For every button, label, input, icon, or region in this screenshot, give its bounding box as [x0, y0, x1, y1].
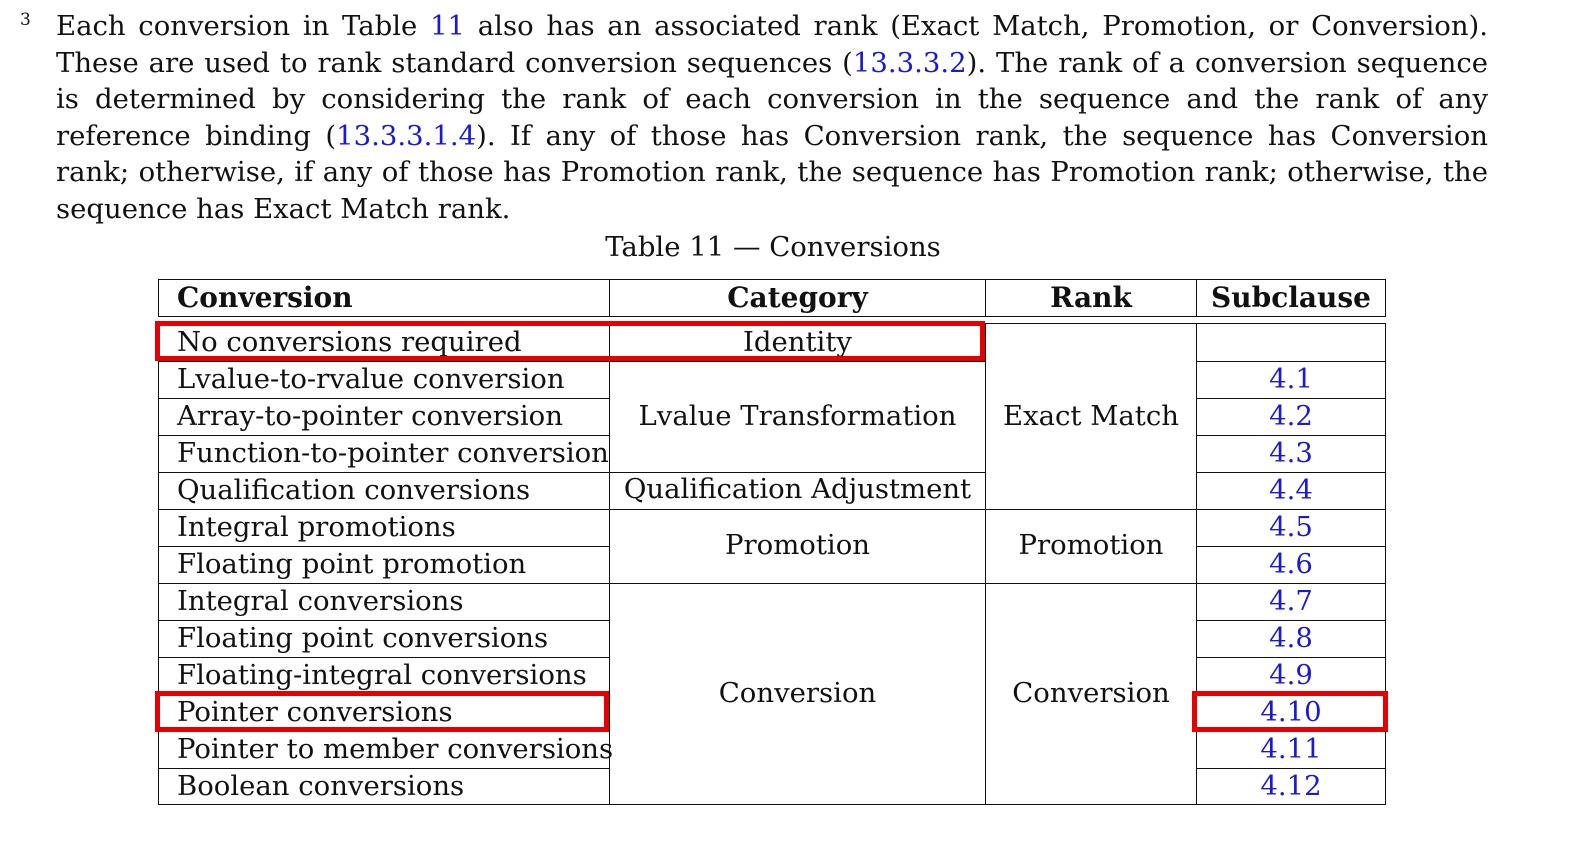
- subclause-link[interactable]: 4.3: [1269, 437, 1313, 469]
- paragraph-text-part-3: ). The rank of a conversion sequence is determined by considering the rank of each conversion in the sequence and the rank of any reference binding (: [56, 46, 1488, 152]
- conversion-cell: Floating point conversions: [177, 622, 549, 654]
- conversion-cell: Array-to-pointer conversion: [177, 400, 563, 432]
- header-conversion: Conversion: [177, 281, 353, 314]
- category-conversion: Conversion: [718, 677, 877, 709]
- header-category: Category: [727, 281, 868, 314]
- rank-promotion: Promotion: [1018, 529, 1164, 561]
- conversion-cell: Pointer to member conversions: [177, 733, 614, 765]
- subclause-link[interactable]: 4.12: [1260, 770, 1322, 802]
- subclause-link[interactable]: 4.9: [1269, 659, 1313, 691]
- paragraph-text-part-4: ). If any of those has Conversion rank, the sequence has Conversion rank; otherwise, if any of those has Promotion rank, the sequence has Promotion rank; otherwise, the sequence has Exact Match rank.: [56, 119, 1488, 225]
- table-caption: Table 11 — Conversions: [605, 231, 941, 263]
- highlight-pointer-conversions: [155, 691, 609, 732]
- category-qualification-adjustment: Qualification Adjustment: [623, 473, 972, 505]
- subclause-13-3-3-2-link[interactable]: 13.3.3.2: [852, 46, 967, 79]
- rank-conversion: Conversion: [1012, 677, 1170, 709]
- category-promotion: Promotion: [725, 529, 870, 561]
- paragraph-text-part-2: also has an associated rank (Exact Match, Promotion, or Conversion). These are used to rank standard conversion sequences (: [56, 10, 1489, 79]
- rank-exact-match: Exact Match: [1003, 400, 1179, 432]
- conversion-cell: Floating point promotion: [177, 548, 527, 580]
- header-rank: Rank: [1050, 281, 1132, 314]
- subclause-link[interactable]: 4.6: [1269, 548, 1313, 580]
- conversion-cell: Qualification conversions: [177, 474, 531, 506]
- conversion-cell: Integral conversions: [177, 585, 464, 617]
- subclause-link[interactable]: 4.5: [1269, 511, 1313, 543]
- group-divider: [609, 472, 985, 473]
- header-subclause: Subclause: [1211, 281, 1371, 314]
- subclause-link[interactable]: 4.4: [1269, 474, 1313, 506]
- conversion-cell: Pointer conversions: [177, 696, 453, 728]
- highlight-subclause-4-10: [1192, 691, 1388, 732]
- subclause-link[interactable]: 4.11: [1260, 733, 1322, 765]
- group-divider: [609, 509, 985, 510]
- conversion-cell: Integral promotions: [177, 511, 456, 543]
- conversion-cell: Boolean conversions: [177, 770, 465, 802]
- category-identity: Identity: [743, 326, 852, 358]
- subclause-link[interactable]: 4.1: [1269, 363, 1313, 395]
- conversions-table: [158, 279, 1386, 805]
- subclause-link[interactable]: 4.10: [1260, 696, 1322, 728]
- group-divider: [985, 583, 1196, 584]
- conversion-cell: Function-to-pointer conversion: [177, 437, 609, 469]
- paragraph-text-part-1: Each conversion in Table: [56, 10, 431, 42]
- subclause-link[interactable]: 4.7: [1269, 585, 1313, 617]
- conversion-cell: No conversions required: [177, 326, 522, 358]
- category-lvalue-transformation: Lvalue Transformation: [638, 400, 957, 432]
- group-divider: [609, 583, 985, 584]
- subclause-link[interactable]: 4.2: [1269, 400, 1313, 432]
- table-body: [158, 323, 1386, 805]
- subclause-link[interactable]: 4.8: [1269, 622, 1313, 654]
- paragraph-text: [56, 8, 1488, 228]
- paragraph-number: 3: [20, 10, 31, 30]
- subclause-link[interactable]: [1197, 324, 1385, 361]
- table-11-link[interactable]: 11: [430, 10, 466, 42]
- conversion-cell: Lvalue-to-rvalue conversion: [177, 363, 565, 395]
- conversion-cell: Floating-integral conversions: [177, 659, 587, 691]
- group-divider: [609, 361, 985, 362]
- subclause-13-3-3-1-4-link[interactable]: 13.3.3.1.4: [336, 119, 477, 152]
- group-divider: [985, 509, 1196, 510]
- table-header-row: [158, 279, 1386, 317]
- highlight-identity-row: [155, 321, 985, 361]
